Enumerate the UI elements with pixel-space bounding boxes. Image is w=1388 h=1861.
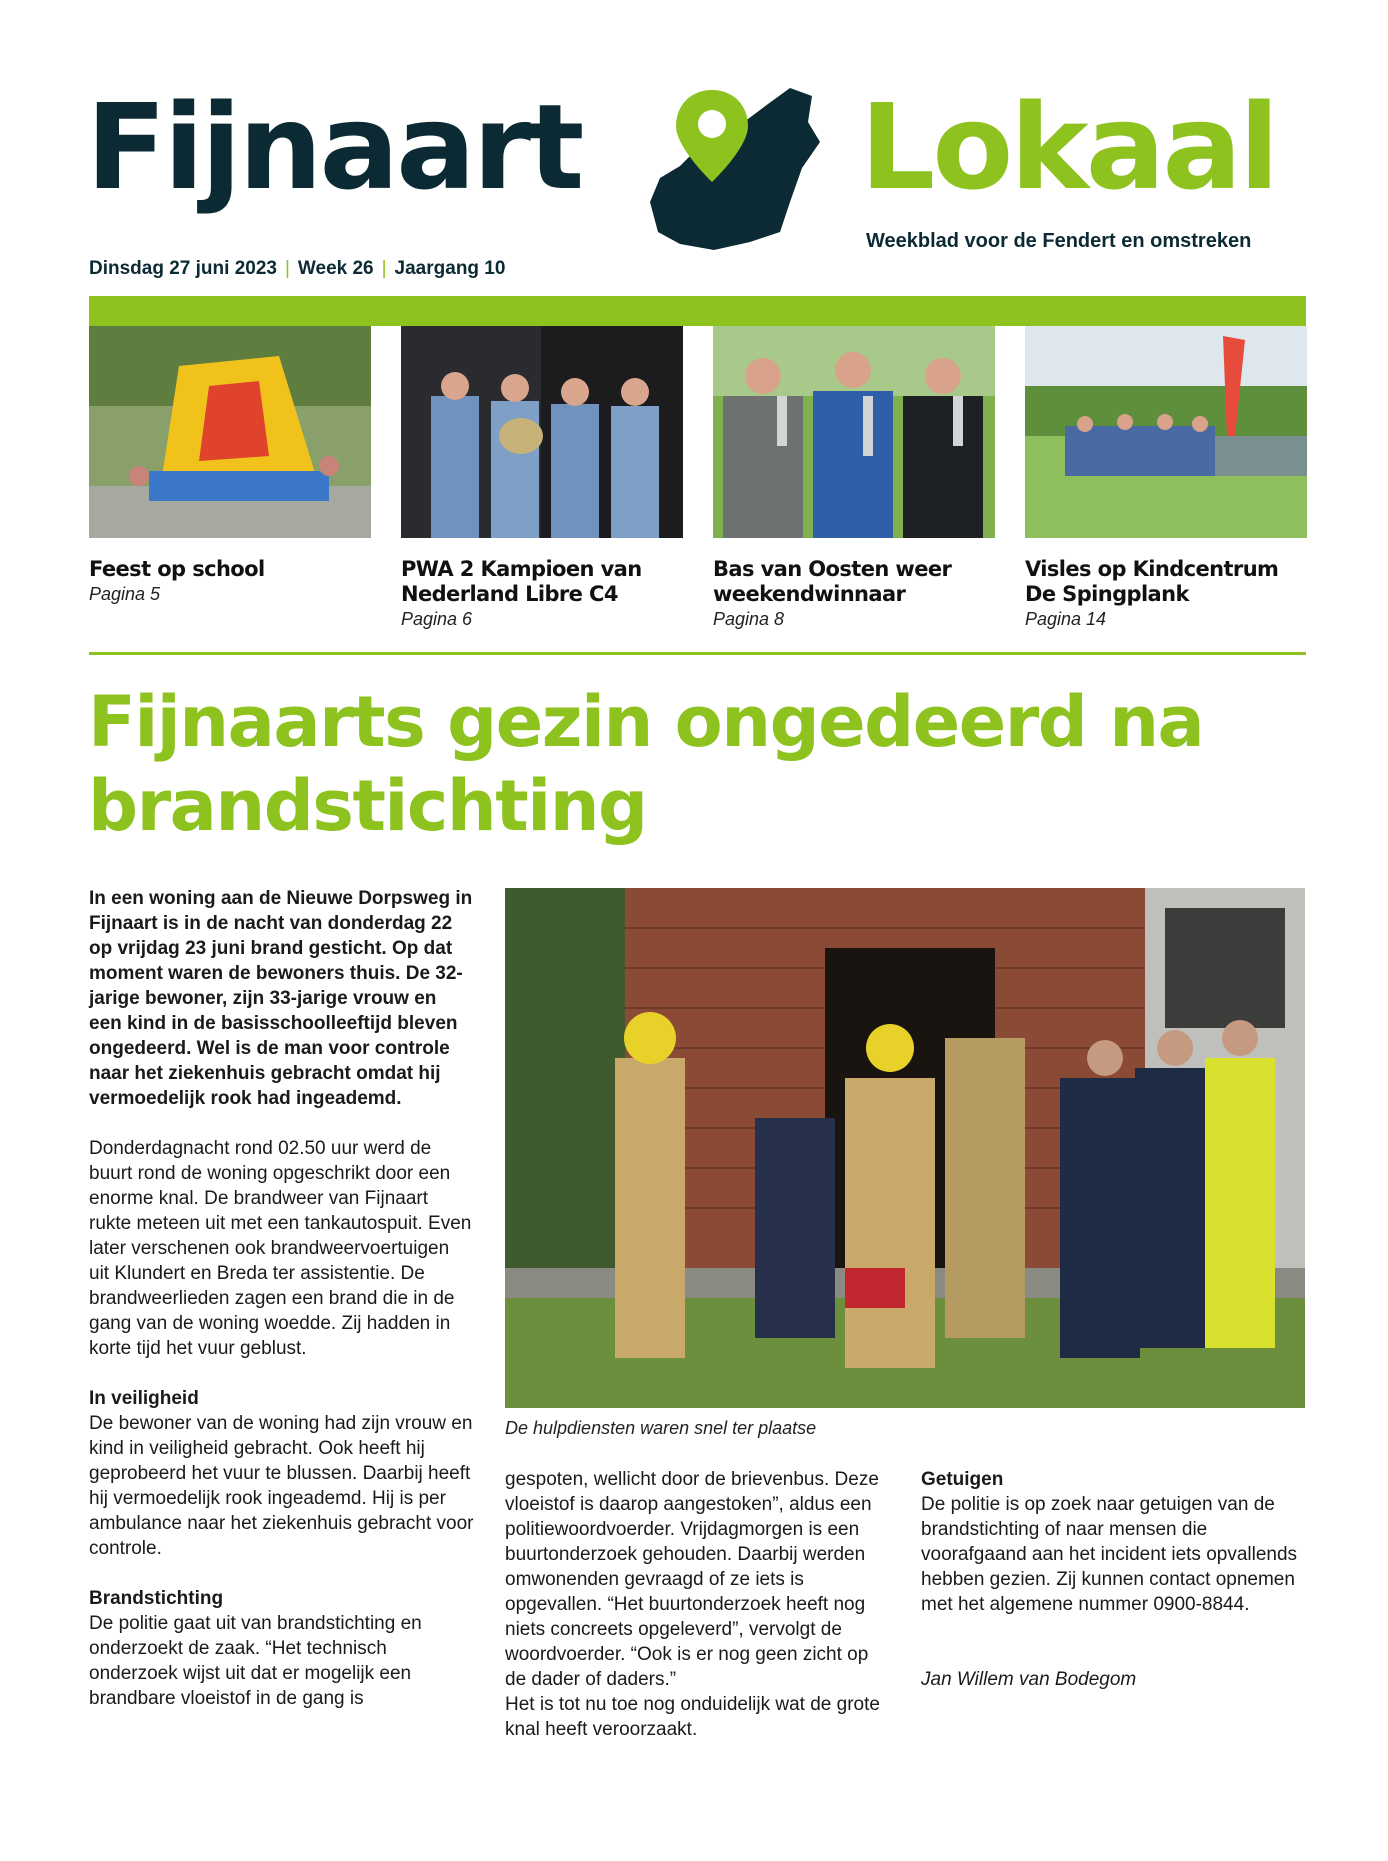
teaser-title[interactable]: PWA 2 Kampioen van Nederland Libre C4 (401, 557, 642, 606)
article-paragraph: De bewoner van de woning had zijn vrouw en kind in veiligheid gebracht. Ook heeft hij geprobeerd het vuur te blussen. Daarbij heeft hij vermoedelijk rook ingeademd. Hij is per ambulance naar het ziekenhuis gebracht voor controle. (89, 1413, 474, 1559)
teaser-band (89, 296, 1306, 326)
dateline: Dinsdag 27 juni 2023 | Week 26 | Jaargang 10 (89, 258, 506, 279)
article-paragraph: De politie is op zoek naar getuigen van de brandstichting of naar mensen die voorafgaand aan het incident iets opvallends hebben gezien. Zij kunnen contact opnemen met het algemene nummer 0900-8844. (921, 1494, 1298, 1615)
masthead-tagline: Weekblad voor de Fendert en omstreken (866, 230, 1252, 252)
article-paragraph: Donderdagnacht rond 02.50 uur werd de buurt rond de woning opgeschrikt door een enorme knal. De brandweer van Fijnaart rukte meteen uit met een tankautospuit. Even later verschenen ook brandweervoertuigen uit Klundert en Breda ter assistentie. De brandweerlieden zagen een brand die in de gang van de woning woedde. Zij hadden in korte tijd het vuur geblust. (89, 1138, 472, 1359)
article-paragraph: De politie gaat uit van brandstichting en onderzoekt de zaak. “Het technisch onderzoek wijst uit dat er mogelijk een brandbare vloeistof in de gang is (89, 1613, 422, 1709)
article-photo-firefighters (505, 888, 1305, 1408)
teaser-title[interactable]: Visles op Kindcentrum De Spingplank (1025, 557, 1279, 606)
subheading-arson: Brandstichting (89, 1588, 224, 1609)
issue-date: Dinsdag 27 juni 2023 (89, 258, 277, 279)
article-column-3 (921, 1467, 1306, 1692)
masthead-title-right: Lokaal (860, 78, 1277, 216)
subheading-safety: In veiligheid (89, 1388, 199, 1409)
article-headline: Fijnaarts gezin ongedeerd na brandstichting (88, 681, 1204, 847)
teaser-page: Pagina 6 (401, 609, 473, 629)
teaser-page: Pagina 8 (713, 609, 785, 629)
teaser-photo-pwa-champions (401, 326, 683, 538)
teaser-photo-school-party (89, 326, 371, 538)
issue-volume: Jaargang 10 (394, 258, 506, 279)
issue-week: Week 26 (297, 258, 374, 279)
article-author: Jan Willem van Bodegom (921, 1669, 1137, 1690)
teaser-photo-golf-winners (713, 326, 995, 538)
article-paragraph: gespoten, wellicht door de brievenbus. Deze vloeistof is daarop aangestoken”, aldus een politiewoordvoerder. Vrijdagmorgen is een buurtonderzoek gehouden. Daarbij werden omwonenden gevraagd of ze iets is opgevallen. “Het buurtonderzoek heeft nog niets concreets opgeleverd”, vervolgt de woordvoerder. “Ook is er nog geen zicht op de dader of daders.” (505, 1469, 879, 1690)
teaser-title[interactable]: Feest op school (89, 557, 265, 581)
subheading-witnesses: Getuigen (921, 1469, 1004, 1490)
article-column-1 (89, 886, 474, 1711)
article-paragraph: Het is tot nu toe nog onduidelijk wat de grote knal heeft veroorzaakt. (505, 1694, 880, 1740)
teaser-photo-fishing-lesson (1025, 326, 1307, 538)
teaser-page: Pagina 14 (1025, 609, 1107, 629)
teaser-title[interactable]: Bas van Oosten weer weekendwinnaar (713, 557, 952, 606)
map-pin-icon (640, 82, 840, 254)
masthead-title-left: Fijnaart (86, 78, 582, 216)
article-column-2 (505, 1467, 890, 1742)
teaser-page: Pagina 5 (89, 584, 161, 604)
section-divider (89, 652, 1306, 655)
photo-caption: De hulpdiensten waren snel ter plaatse (505, 1418, 817, 1438)
article-intro: In een woning aan de Nieuwe Dorpsweg in Fijnaart is in de nacht van donderdag 22 op vrijdag 23 juni brand gesticht. Op dat moment waren de bewoners thuis. De 32-jarige bewoner, zijn 33-jarige vrouw en een kind in de basisschoolleeftijd bleven ongedeerd. Wel is de man voor controle naar het ziekenhuis gebracht omdat hij vermoedelijk rook had ingeademd. (89, 888, 473, 1109)
